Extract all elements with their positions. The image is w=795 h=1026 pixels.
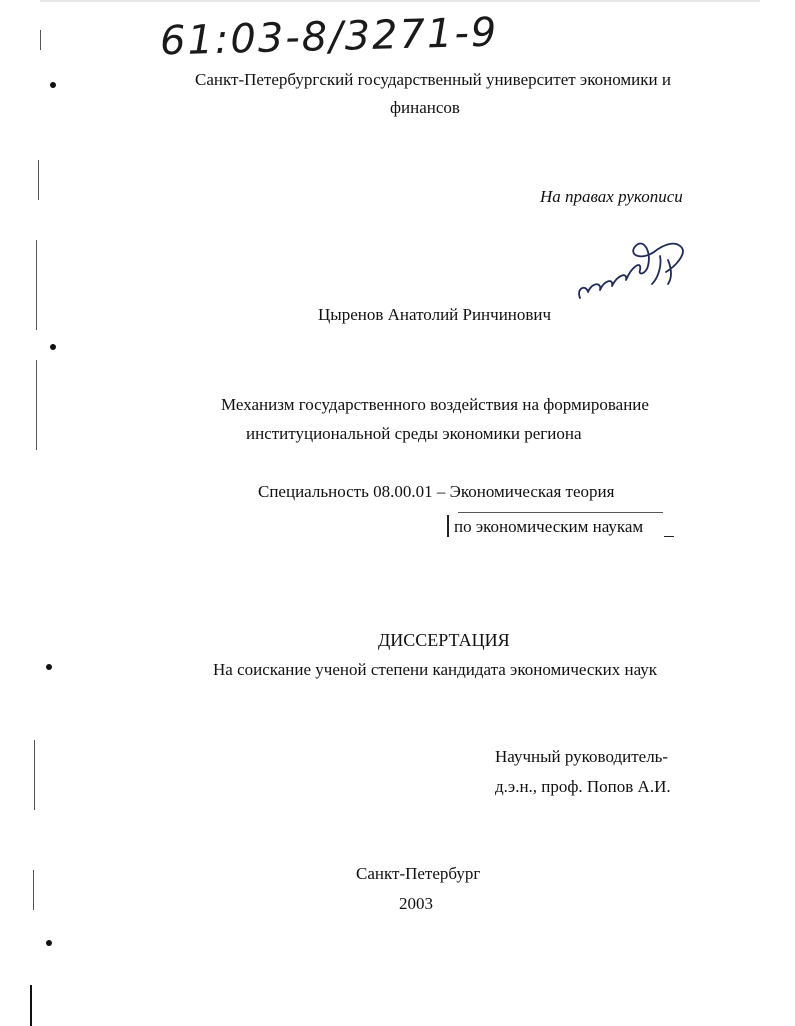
author-signature <box>572 226 697 306</box>
stamp-bracket <box>447 515 449 537</box>
binding-hole-mark <box>46 664 52 670</box>
binding-hole-mark <box>46 940 52 946</box>
document-type: ДИССЕРТАЦИЯ <box>378 630 510 650</box>
scan-artifact <box>38 160 39 200</box>
university-name-line1: Санкт-Петербургский государственный университет экономики и <box>195 70 671 89</box>
specialty: Специальность 08.00.01 – Экономическая теория <box>258 482 615 501</box>
stamp-line <box>458 512 663 513</box>
dissertation-title-line2: институциональной среды экономики региона <box>246 424 582 443</box>
scan-artifact <box>34 740 35 810</box>
science-field: по экономическим наукам <box>454 517 644 536</box>
binding-hole-mark <box>50 344 56 350</box>
university-name-line2: финансов <box>390 98 460 117</box>
scan-artifact <box>30 985 32 1026</box>
degree-sought: На соискание ученой степени кандидата экономических наук <box>213 660 658 679</box>
city: Санкт-Петербург <box>356 864 481 883</box>
advisor-name: д.э.н., проф. Попов А.И. <box>495 777 671 796</box>
scan-edge <box>40 0 760 2</box>
dissertation-title-line1: Механизм государственного воздействия на формирование <box>221 395 649 414</box>
scan-artifact <box>36 360 37 450</box>
year: 2003 <box>399 894 433 913</box>
binding-hole-mark <box>50 82 56 88</box>
scan-artifact <box>36 240 37 330</box>
registry-number: 61:03-8/3271-9 <box>159 9 499 65</box>
scan-artifact <box>33 870 34 910</box>
scan-artifact <box>40 30 41 50</box>
advisor-label: Научный руководитель- <box>495 747 669 766</box>
rights-note: На правах рукописи <box>540 187 683 206</box>
author-name: Цыренов Анатолий Ринчинович <box>318 305 552 324</box>
stamp-underline <box>664 536 674 537</box>
